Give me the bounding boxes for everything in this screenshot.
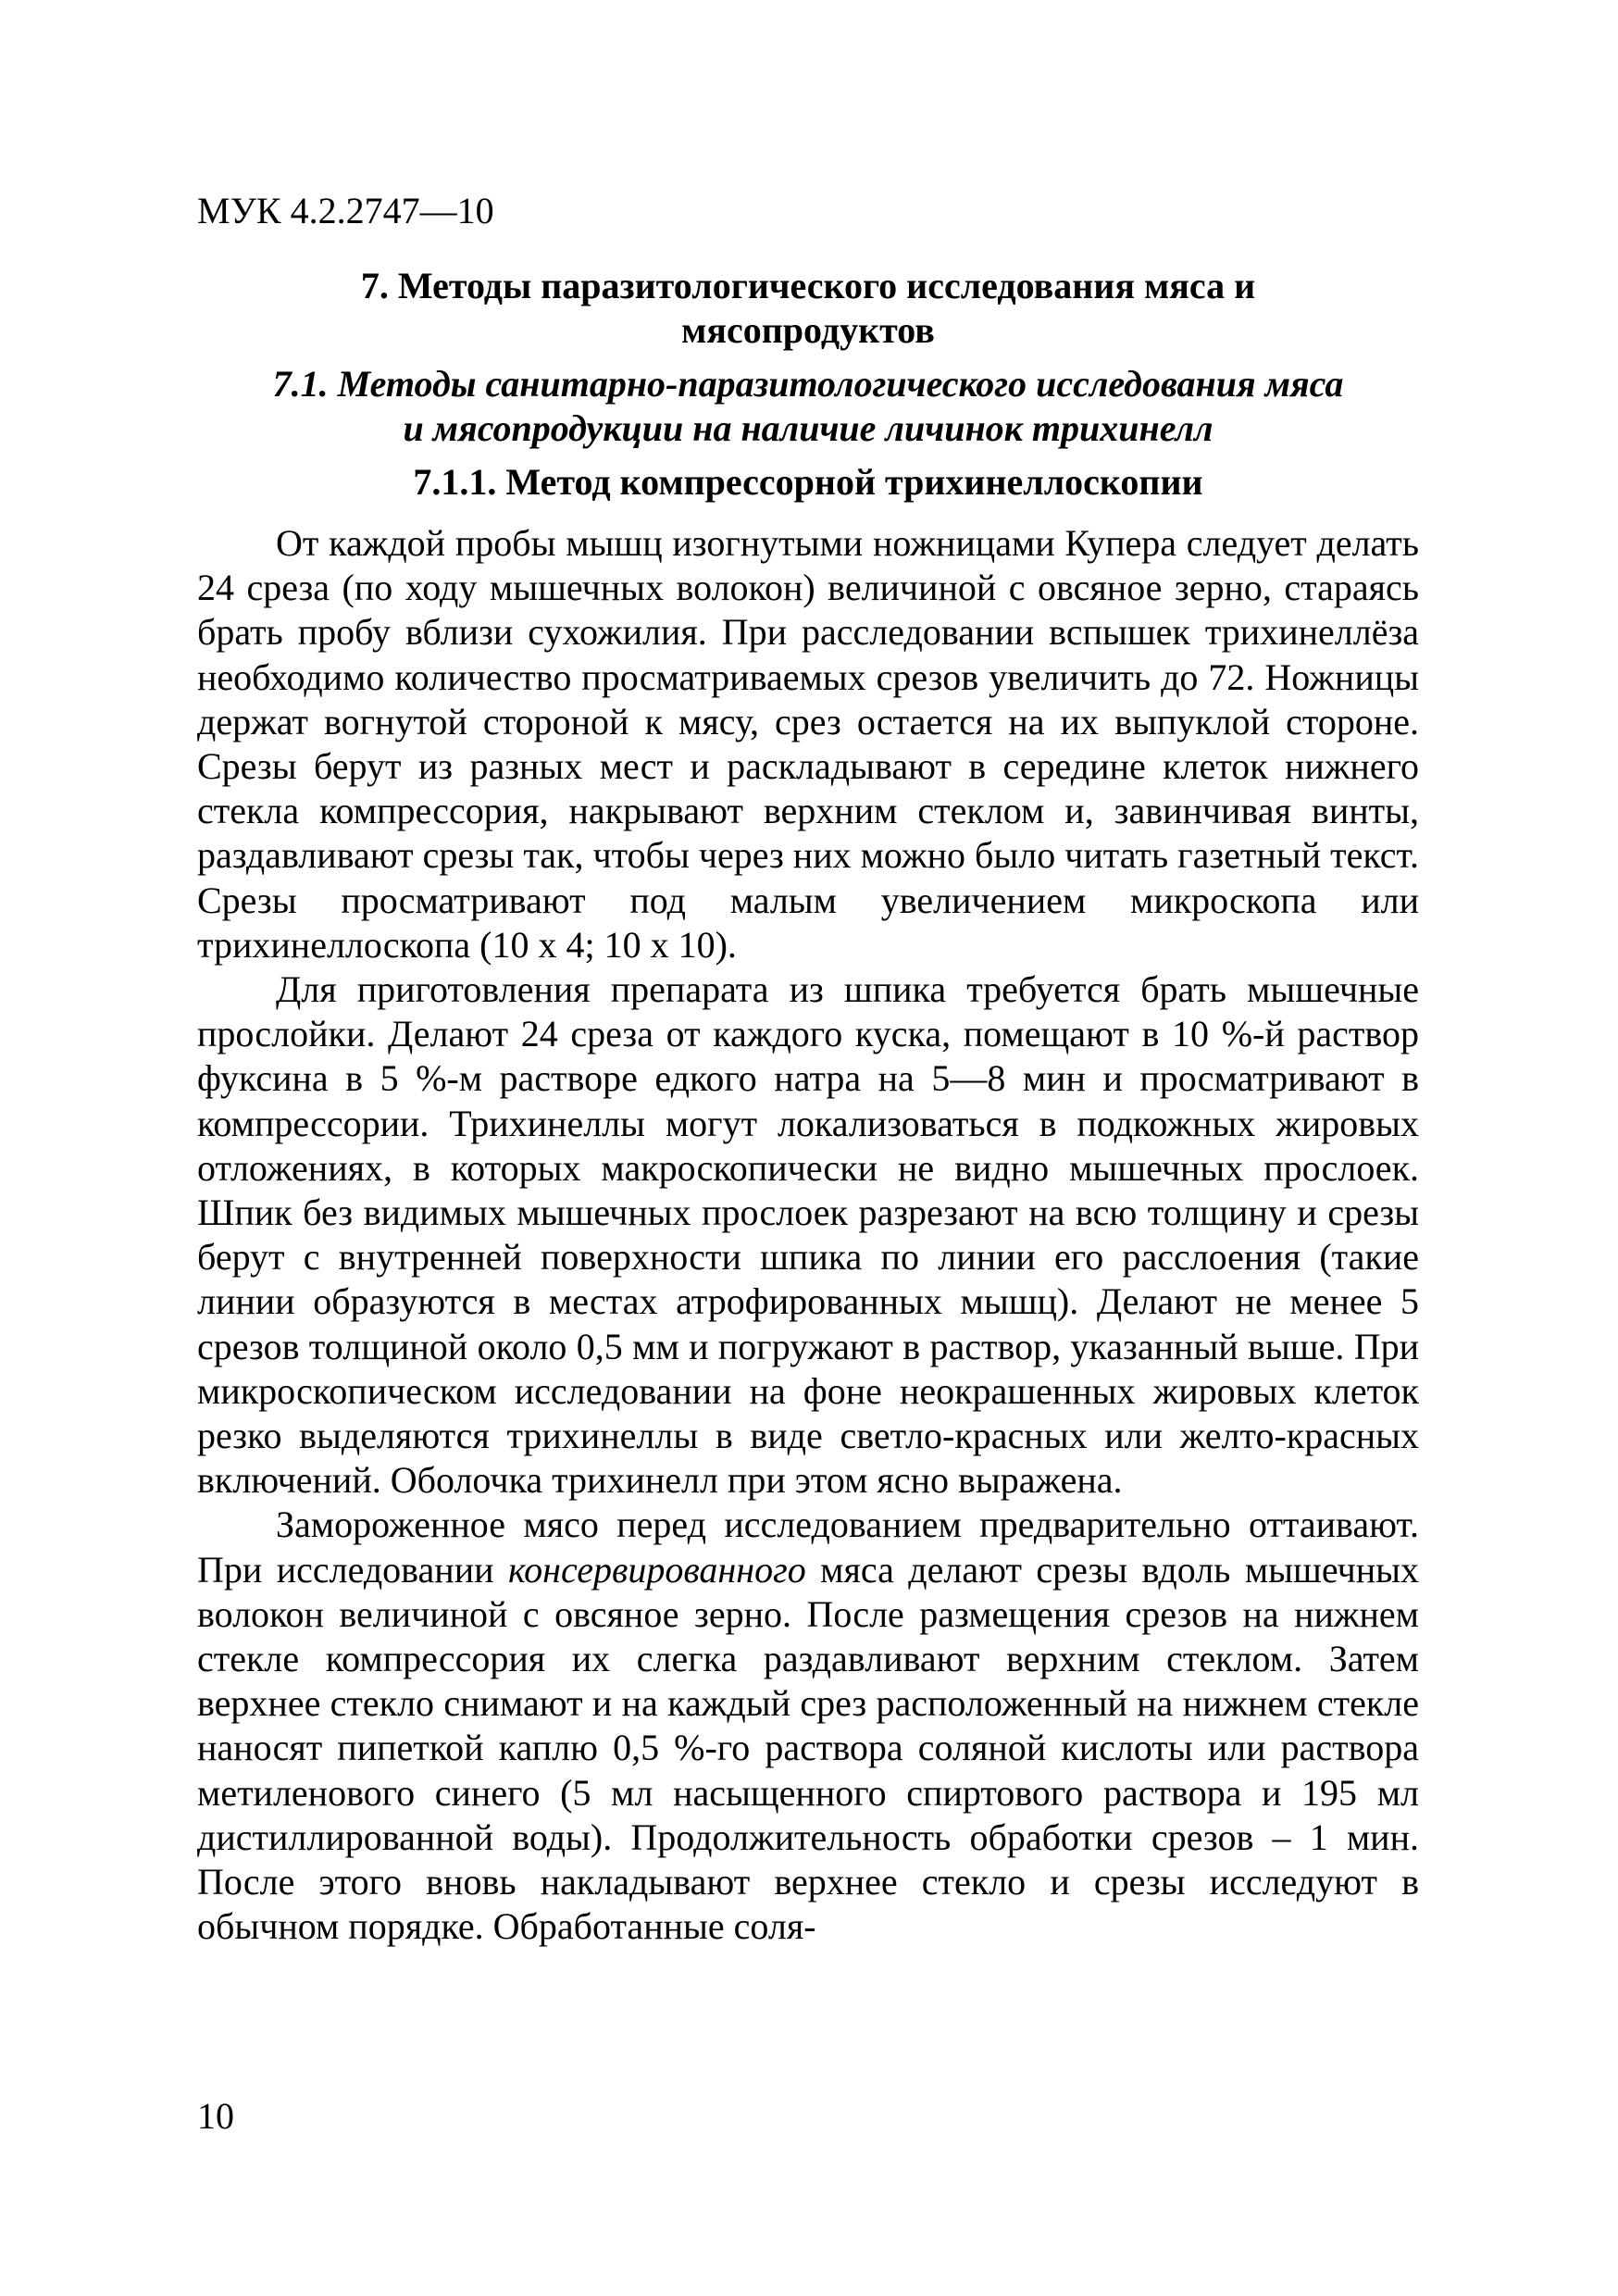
subsection-title-line-2: и мясопродукции на наличие личинок трихинелл <box>403 407 1214 449</box>
subsection-title <box>197 362 1419 451</box>
section-title-line-2: мясопродуктов <box>681 309 935 351</box>
page-content <box>197 264 1419 1950</box>
paragraph-frozen-meat-end: мяса делают срезы вдоль мышечных волокон величиной с овсяное зерно. После размещения срезов на нижнем стекле компрессория их слегка раздавливают верхним стеклом. Затем верхнее стекло снимают и на каждый срез расположенный на нижнем стекле наносят пипеткой каплю 0,5 %-го раствора соляной кислоты или раствора метиленового синего (5 мл насыщенного спиртового раствора и 195 мл дистиллированной воды). Продолжительность обработки срезов – 1 мин. После этого вновь накладывают верхнее стекло и срезы исследуют в обычном порядке. Обработанные соля- <box>197 1548 1419 1948</box>
italic-term-preserved: консервированного <box>507 1548 806 1591</box>
page-number: 10 <box>197 2095 234 2137</box>
subsubsection-title: 7.1.1. Метод компрессорной трихинеллоскопии <box>413 461 1203 503</box>
paragraph-frozen-meat-start: Замороженное мясо перед исследованием предварительно оттаивают. При исследовании <box>197 1504 1419 1591</box>
paragraph-compression-method: От каждой пробы мышц изогнутыми ножницами Купера следует делать 24 среза (по ходу мышечных волокон) величиной с овсяное зерно, стараясь брать пробу вблизи сухожилия. При расследовании вспышек трихинеллёза необходимо количество просматриваемых срезов увеличить до 72. Ножницы держат вогнутой стороной к мясу, срез остается на их выпуклой стороне. Срезы берут из разных мест и раскладывают в середине клеток нижнего стекла компрессория, накрывают верхним стеклом и, завинчивая винты, раздавливают срезы так, чтобы через них можно было читать газетный текст. Срезы просматривают под малым увеличением микроскопа или трихинеллоскопа (10 х 4; 10 х 10). <box>197 522 1419 966</box>
paragraph-lard-preparation: Для приготовления препарата из шпика требуется брать мышечные прослойки. Делают 24 среза от каждого куска, помещают в 10 %-й раствор фуксина в 5 %-м растворе едкого натра на 5—8 мин и просматривают в компрессории. Трихинеллы могут локализоваться в подкожных жировых отложениях, в которых макроскопически не видно мышечных прослоек. Шпик без видимых мышечных прослоек разрезают на всю толщину и срезы берут с внутренней поверхности шпика по линии его расслоения (такие линии образуются в местах атрофированных мышц). Делают не менее 5 срезов толщиной около 0,5 мм и погружают в раствор, указанный выше. При микроскопическом исследовании на фоне неокрашенных жировых клеток резко выделяются трихинеллы в виде светло-красных или желто-красных включений. Оболочка трихинелл при этом ясно выражена. <box>197 968 1419 1502</box>
paragraph-frozen-meat <box>197 1503 1419 1949</box>
section-title-line-1: 7. Методы паразитологического исследования мяса и <box>360 265 1256 306</box>
section-title <box>197 264 1419 353</box>
subsection-title-line-1: 7.1. Методы санитарно-паразитологического исследования мяса <box>272 363 1344 405</box>
document-code-header: МУК 4.2.2747—10 <box>197 190 494 231</box>
